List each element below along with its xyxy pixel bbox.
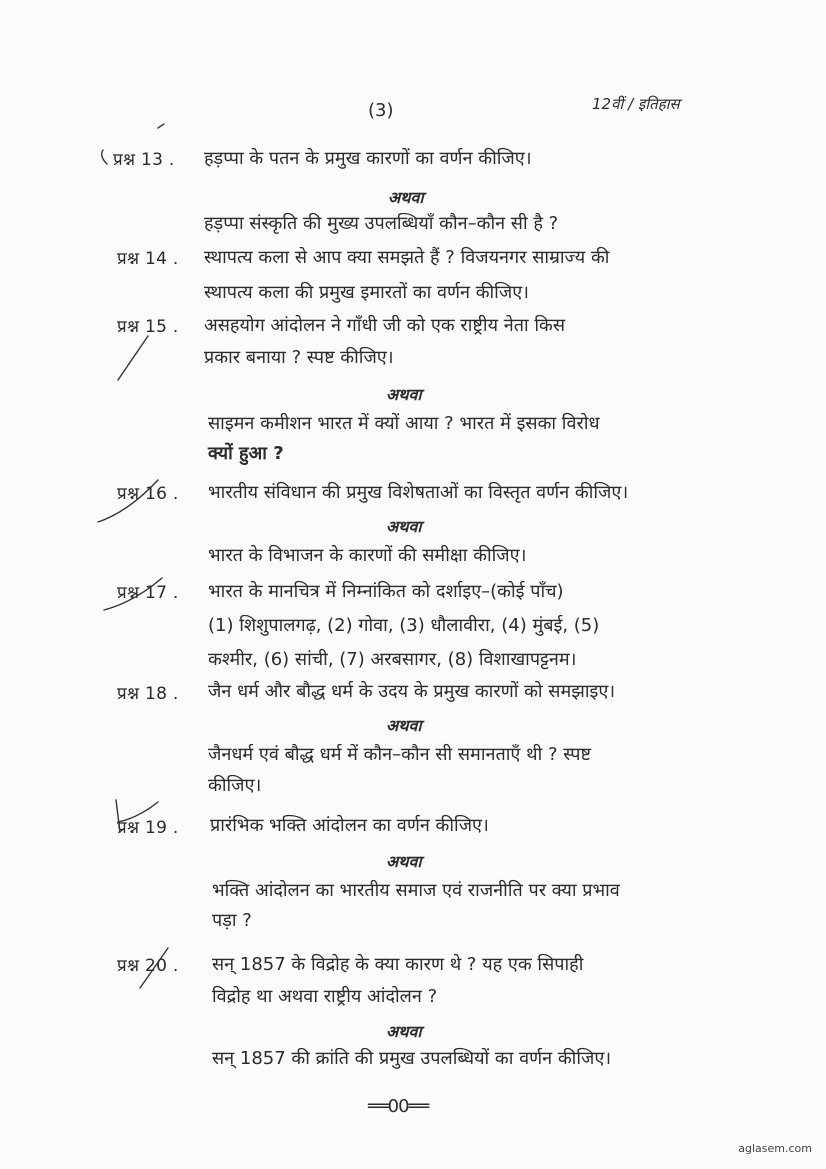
question-14-text-line1: स्थापत्य कला से आप क्या समझते हैं ? विजयनगर साम्राज्य की <box>204 247 610 268</box>
pen-mark-q16 <box>98 480 158 522</box>
question-19-alt-line1: भक्ति आंदोलन का भारतीय समाज एवं राजनीति पर क्या प्रभाव <box>212 880 620 901</box>
question-19-text: प्रारंभिक भक्ति आंदोलन का वर्णन कीजिए। <box>210 815 489 836</box>
question-16-label: प्रश्न 16 . <box>117 484 179 504</box>
question-18-alt-line1: जैनधर्म एवं बौद्ध धर्म में कौन–कौन सी समानताएँ थी ? स्पष्ट <box>208 744 591 765</box>
question-20-text-line2: विद्रोह था अथवा राष्ट्रीय आंदोलन ? <box>212 986 438 1007</box>
question-18-alt-line2: कीजिए। <box>208 775 262 796</box>
question-18-label: प्रश्न 18 . <box>117 684 179 704</box>
question-15-alt-line1: साइमन कमीशन भारत में क्यों आया ? भारत में इसका विरोध <box>208 413 600 434</box>
question-17-text-line3: कश्मीर, (6) सांची, (7) अरबसागर, (8) विशाखापट्टनम। <box>208 649 577 670</box>
question-20-alt: सन् 1857 की क्रांति की प्रमुख उपलब्धियों का वर्णन कीजिए। <box>212 1048 612 1069</box>
question-15-text-line1: असहयोग आंदोलन ने गाँधी जी को एक राष्ट्रीय नेता किस <box>204 315 566 336</box>
pen-mark-q15 <box>118 336 148 380</box>
or-label-18: अथवा <box>386 716 422 735</box>
or-label-19: अथवा <box>386 852 422 871</box>
page-number: (3) <box>368 100 394 121</box>
pen-mark-q13-tick <box>158 124 164 128</box>
question-19-alt-line2: पड़ा ? <box>212 910 252 931</box>
question-19-label: प्रश्न 19 . <box>117 818 179 838</box>
pen-mark-q19 <box>116 800 158 832</box>
pen-mark-q20 <box>140 948 168 988</box>
question-18-text: जैन धर्म और बौद्ध धर्म के उदय के प्रमुख कारणों को समझाइए। <box>208 681 616 702</box>
or-label-20: अथवा <box>386 1022 422 1041</box>
or-label-16: अथवा <box>386 517 422 536</box>
question-15-alt-line2: क्यों हुआ ? <box>208 443 284 464</box>
pen-mark-q13 <box>102 150 107 164</box>
end-of-paper-mark: ══00══ <box>368 1096 429 1117</box>
or-label-13: अथवा <box>388 188 424 207</box>
question-16-text: भारतीय संविधान की प्रमुख विशेषताओं का विस्तृत वर्णन कीजिए। <box>208 482 629 503</box>
question-17-text-line1: भारत के मानचित्र में निम्नांकित को दर्शाइए–(कोई पाँच) <box>208 581 564 602</box>
question-14-text-line2: स्थापत्य कला की प्रमुख इमारतों का वर्णन कीजिए। <box>204 282 529 303</box>
or-label-15: अथवा <box>386 385 422 404</box>
question-20-label: प्रश्न 20 . <box>117 956 179 976</box>
pen-mark-q17 <box>104 578 162 610</box>
question-14-label: प्रश्न 14 . <box>117 249 179 269</box>
question-20-text-line1: सन् 1857 के विद्रोह के क्या कारण थे ? यह एक सिपाही <box>212 954 584 975</box>
question-16-alt: भारत के विभाजन के कारणों की समीक्षा कीजिए। <box>208 545 527 566</box>
question-17-label: प्रश्न 17 . <box>117 583 179 603</box>
question-15-label: प्रश्न 15 . <box>117 317 179 337</box>
question-17-text-line2: (1) शिशुपालगढ़, (2) गोवा, (3) धौलावीरा, (4) मुंबई, (5) <box>208 615 600 636</box>
watermark: aglasem.com <box>738 1142 812 1155</box>
question-13-alt: हड़प्पा संस्कृति की मुख्य उपलब्धियाँ कौन–कौन सी है ? <box>204 213 559 234</box>
subject-header: 12वीं / इतिहास <box>592 95 680 113</box>
question-13-text: हड़प्पा के पतन के प्रमुख कारणों का वर्णन कीजिए। <box>204 148 532 169</box>
question-13-label: प्रश्न 13 . <box>113 150 175 170</box>
question-15-text-line2: प्रकार बनाया ? स्पष्ट कीजिए। <box>204 347 394 368</box>
